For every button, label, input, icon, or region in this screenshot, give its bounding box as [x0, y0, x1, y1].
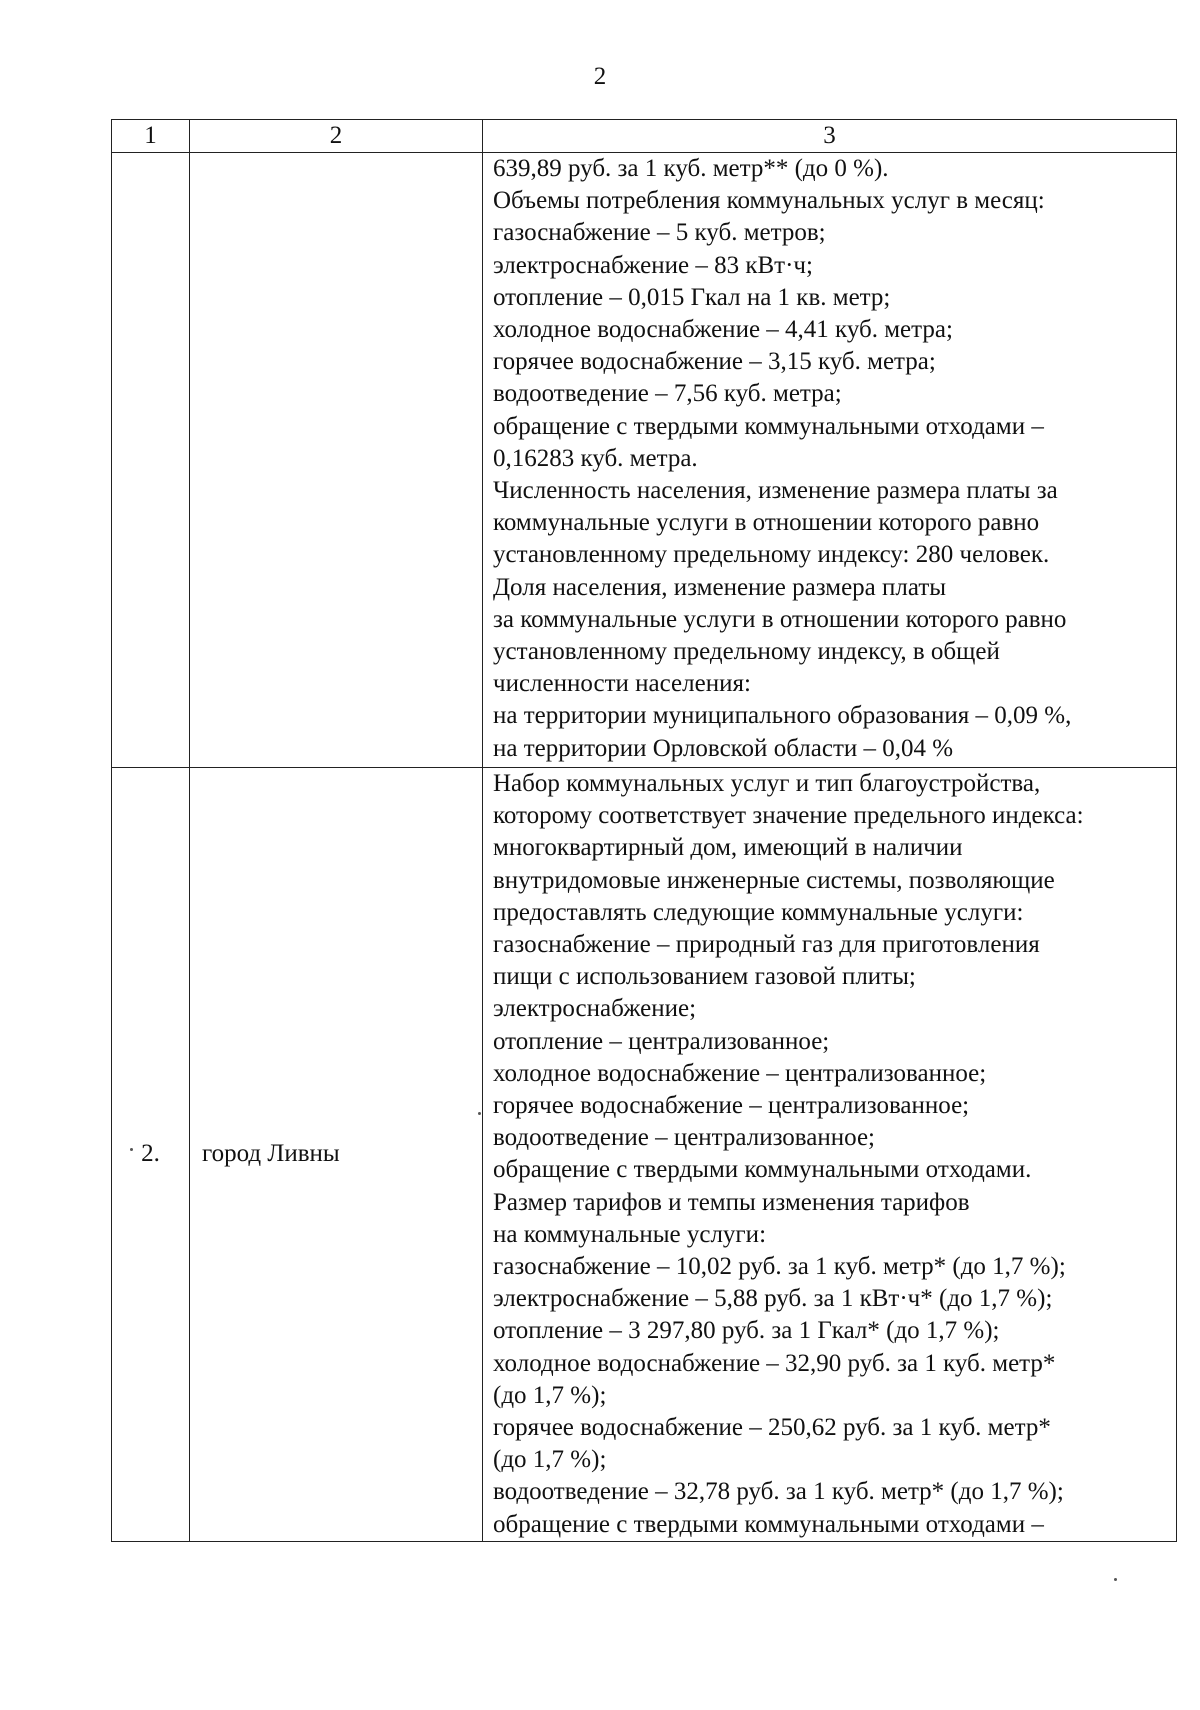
text-line: Набор коммунальных услуг и тип благоустройства,: [493, 770, 1041, 797]
municipality-cell: [190, 153, 483, 768]
text-line: Численность населения, изменение размера платы за: [493, 477, 1058, 505]
text-line: обращение с твердыми коммунальными отходами –: [493, 1510, 1044, 1538]
row-number-cell: [112, 153, 190, 768]
text-line: холодное водоснабжение – 4,41 куб. метра;: [493, 316, 953, 344]
description-text: [483, 153, 1176, 765]
text-line: водоотведение – 32,78 руб. за 1 куб. метр* (до 1,7 %);: [493, 1478, 1064, 1506]
description-text: [483, 768, 1176, 1541]
text-line: отопление – централизованное;: [493, 1027, 830, 1055]
text-line: многоквартирный дом, имеющий в наличии: [493, 834, 963, 862]
scan-speck: [130, 1148, 133, 1151]
description-cell: [483, 768, 1177, 1542]
text-line: газоснабжение – природный газ для приготовления: [493, 931, 1040, 959]
text-line: за коммунальные услуги в отношении которого равно: [493, 605, 1067, 633]
text-line: установленному предельному индексу, в общей: [493, 638, 1000, 666]
text-line: (до 1,7 %);: [493, 1446, 607, 1474]
description-cell: [483, 153, 1177, 768]
text-line: на коммунальные услуги:: [493, 1220, 767, 1248]
column-header-1: 1: [112, 120, 190, 153]
scan-speck: [1114, 1578, 1117, 1581]
text-line: холодное водоснабжение – централизованное;: [493, 1059, 987, 1087]
text-line: электроснабжение;: [493, 995, 697, 1023]
column-header-3: 3: [483, 120, 1177, 153]
text-line: на территории Орловской области – 0,04 %: [493, 734, 954, 762]
text-line: установленному предельному индексу: 280 человек.: [493, 541, 1050, 569]
text-line: отопление – 3 297,80 руб. за 1 Гкал* (до 1,7 %);: [493, 1317, 1000, 1345]
text-line: (до 1,7 %);: [493, 1381, 607, 1409]
table-row: [112, 768, 1177, 1542]
table-row: [112, 153, 1177, 768]
text-line: электроснабжение – 83 кВт·ч;: [493, 251, 813, 279]
text-line: отопление – 0,015 Гкал на 1 кв. метр;: [493, 283, 891, 311]
text-line: которому соответствует значение предельного индекса:: [493, 802, 1084, 830]
text-line: пищи с использованием газовой плиты;: [493, 963, 916, 991]
text-line: на территории муниципального образования – 0,09 %,: [493, 702, 1072, 730]
text-line: горячее водоснабжение – 250,62 руб. за 1 куб. метр*: [493, 1414, 1051, 1442]
scan-speck: [478, 1112, 481, 1115]
text-line: водоотведение – централизованное;: [493, 1124, 875, 1152]
text-line: Объемы потребления коммунальных услуг в месяц:: [493, 187, 1045, 215]
text-line: газоснабжение – 5 куб. метров;: [493, 219, 826, 247]
text-line: предоставлять следующие коммунальные услуги:: [493, 898, 1024, 926]
text-line: 0,16283 куб. метра.: [493, 444, 698, 472]
text-line: горячее водоснабжение – централизованное;: [493, 1092, 970, 1120]
text-line: газоснабжение – 10,02 руб. за 1 куб. метр* (до 1,7 %);: [493, 1253, 1066, 1281]
text-line: холодное водоснабжение – 32,90 руб. за 1 куб. метр*: [493, 1349, 1056, 1377]
text-line: обращение с твердыми коммунальными отходами.: [493, 1156, 1032, 1184]
municipality-cell: город Ливны: [190, 768, 483, 1542]
text-line: горячее водоснабжение – 3,15 куб. метра;: [493, 348, 936, 376]
text-line: обращение с твердыми коммунальными отходами –: [493, 412, 1044, 440]
text-line: Размер тарифов и темпы изменения тарифов: [493, 1188, 970, 1216]
text-line: внутридомовые инженерные системы, позволяющие: [493, 866, 1055, 894]
table-header-row: [112, 120, 1177, 153]
tariff-table: [111, 119, 1177, 1542]
text-line: 639,89 руб. за 1 куб. метр** (до 0 %).: [493, 155, 889, 182]
text-line: коммунальные услуги в отношении которого равно: [493, 509, 1040, 537]
column-header-2: 2: [190, 120, 483, 153]
text-line: Доля населения, изменение размера платы: [493, 573, 947, 601]
page-number: 2: [593, 63, 607, 90]
text-line: электроснабжение – 5,88 руб. за 1 кВт·ч* (до 1,7 %);: [493, 1285, 1053, 1313]
text-line: численности населения:: [493, 670, 751, 698]
text-line: водоотведение – 7,56 куб. метра;: [493, 380, 842, 408]
row-number-cell: 2.: [112, 768, 190, 1542]
